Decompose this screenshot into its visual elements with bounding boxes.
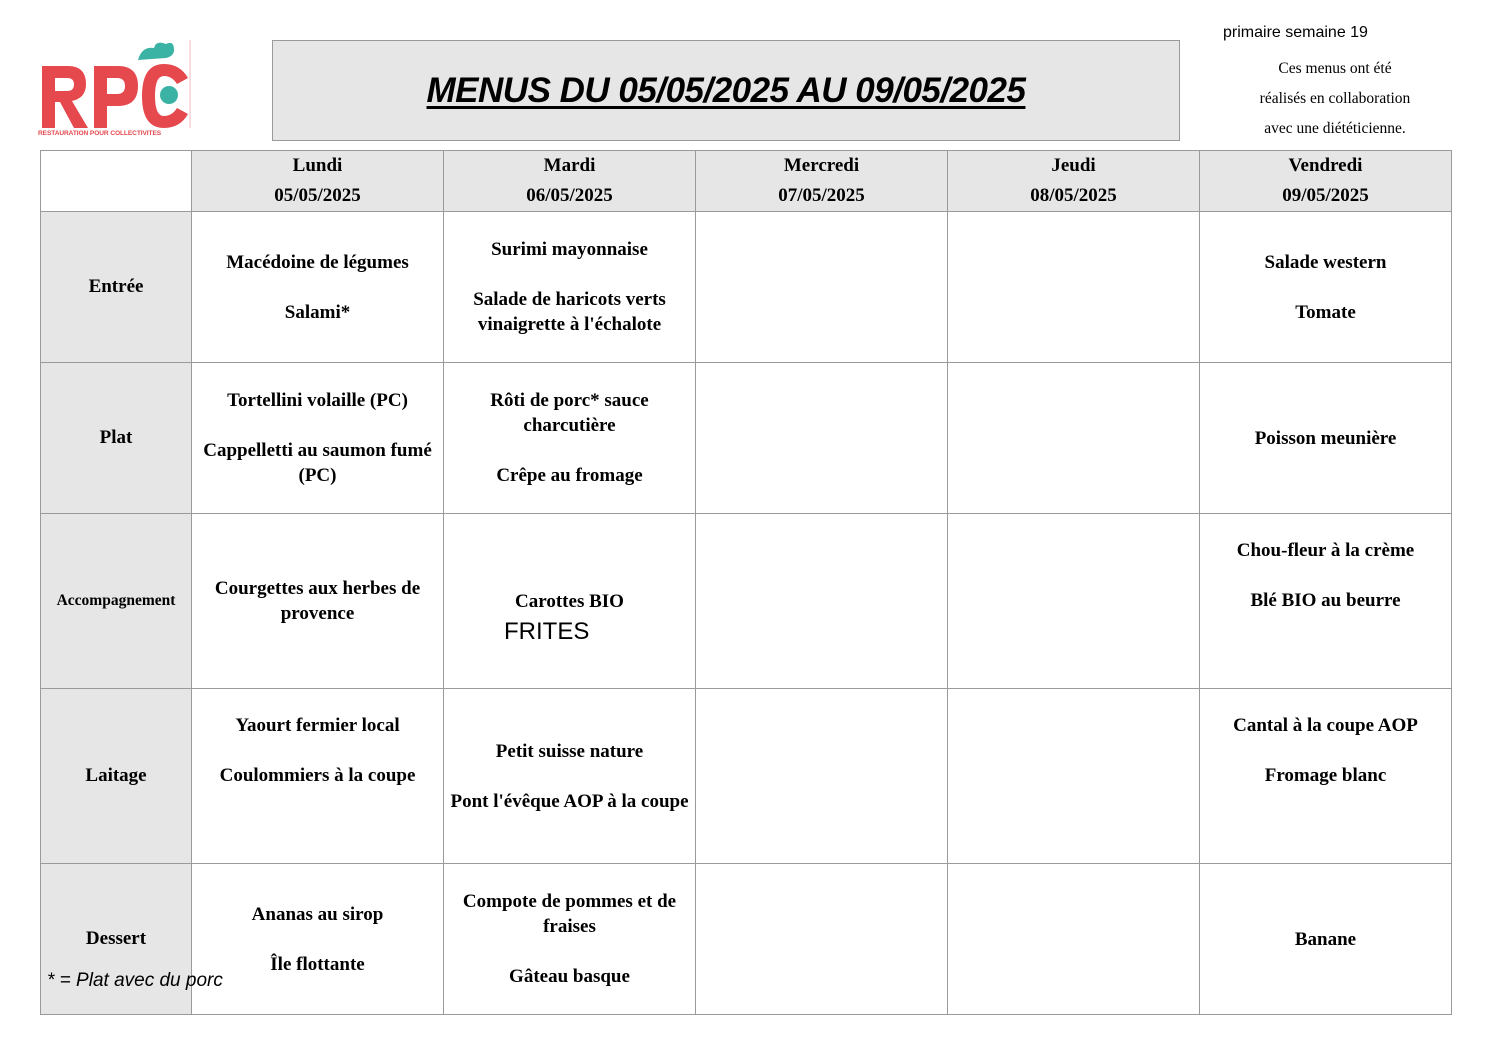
dish: Fromage blanc [1264, 765, 1387, 786]
day-name: Mardi [543, 155, 596, 176]
dish: Blé BIO au beurre [1250, 590, 1401, 611]
dish: Tomate [1295, 301, 1356, 323]
dish: Tortellini volaille (PC) [227, 390, 408, 411]
dish: Salade de haricots verts vinaigrette à l'échalote [473, 289, 666, 335]
dish: Banane [1294, 928, 1357, 950]
frites-text: FRITES [504, 617, 590, 645]
menu-cell-empty [696, 212, 948, 363]
menu-cell-empty [948, 212, 1200, 363]
dish: Chou-fleur à la crème [1236, 540, 1415, 561]
dish: Compote de pommes et de fraises [462, 891, 677, 937]
day-date: 05/05/2025 [274, 185, 361, 206]
day-header-vendredi [1200, 151, 1452, 212]
menu-row-dessert [41, 864, 1452, 1015]
menu-cell [1200, 514, 1452, 689]
day-header-row [41, 151, 1452, 212]
menu-cell [192, 514, 444, 689]
menu-cell [1200, 689, 1452, 864]
pork-footnote: * = Plat avec du porc [47, 970, 223, 991]
menu-cell [192, 212, 444, 363]
week-label: primaire semaine 19 [1223, 24, 1368, 41]
day-name: Vendredi [1288, 155, 1363, 176]
menu-cell [1200, 212, 1452, 363]
menu-cell [444, 363, 696, 514]
rpc-logo-graphic [38, 38, 194, 130]
dish: Rôti de porc* sauce charcutière [490, 390, 649, 436]
menu-cell-empty [696, 864, 948, 1015]
menu-row-plat [41, 363, 1452, 514]
day-header-mercredi [696, 151, 948, 212]
day-name: Jeudi [1051, 155, 1096, 176]
menu-cell [444, 514, 696, 689]
dish: Salami* [284, 301, 351, 323]
day-date: 07/05/2025 [778, 185, 865, 206]
menu-cell-empty [696, 514, 948, 689]
menu-cell-empty [696, 363, 948, 514]
dietitian-note [1220, 54, 1450, 144]
dish: Île flottante [270, 953, 365, 975]
menu-row-entree [41, 212, 1452, 363]
menu-cell-empty [696, 689, 948, 864]
menu-cell [444, 864, 696, 1015]
dish: Poisson meunière [1254, 427, 1397, 449]
day-name: Mercredi [783, 155, 860, 176]
menu-cell [1200, 864, 1452, 1015]
page-title: MENUS DU 05/05/2025 AU 09/05/2025 [426, 70, 1026, 110]
menu-cell [192, 363, 444, 514]
dish: Cappelletti au saumon fumé (PC) [203, 440, 432, 486]
menu-cell [192, 864, 444, 1015]
menu-cell-empty [948, 864, 1200, 1015]
menu-cell-empty [948, 689, 1200, 864]
dish: Macédoine de légumes [226, 251, 409, 273]
row-label: Entrée [41, 212, 192, 363]
menu-cell [1200, 363, 1452, 514]
menu-cell [444, 689, 696, 864]
day-header-lundi [192, 151, 444, 212]
dish: Gâteau basque [509, 966, 630, 987]
dish: Petit suisse nature [495, 740, 644, 762]
menu-table [40, 150, 1452, 1015]
dish: Salade western [1264, 251, 1387, 273]
dish: Yaourt fermier local [235, 715, 400, 736]
rpc-logo [38, 38, 194, 144]
day-header-jeudi [948, 151, 1200, 212]
note-line: Ces menus ont été [1278, 60, 1392, 77]
row-label: Dessert [41, 864, 192, 1015]
day-date: 08/05/2025 [1030, 185, 1117, 206]
dish: Ananas au sirop [251, 903, 384, 925]
day-header-mardi [444, 151, 696, 212]
day-name: Lundi [292, 155, 343, 176]
dish: Carottes BIO [515, 590, 624, 612]
menu-cell-empty [948, 514, 1200, 689]
logo-tagline: RESTAURATION POUR COLLECTIVITES [38, 130, 162, 137]
title-banner [272, 40, 1180, 141]
dish: Cantal à la coupe AOP [1233, 715, 1418, 736]
dish: Surimi mayonnaise [491, 239, 648, 260]
row-label: Plat [41, 363, 192, 514]
menu-row-accompagnement [41, 514, 1452, 689]
corner-cell [41, 151, 192, 212]
day-date: 09/05/2025 [1282, 185, 1369, 206]
dish: Crêpe au fromage [496, 465, 643, 486]
day-date: 06/05/2025 [526, 185, 613, 206]
note-line: réalisés en collaboration [1259, 90, 1411, 107]
row-label: Accompagnement [41, 514, 192, 689]
dish: Coulommiers à la coupe [219, 765, 416, 786]
row-label: Laitage [41, 689, 192, 864]
menu-cell [192, 689, 444, 864]
menu-cell-empty [948, 363, 1200, 514]
dish: Courgettes aux herbes de provence [214, 578, 421, 624]
menu-row-laitage [41, 689, 1452, 864]
menu-cell [444, 212, 696, 363]
dish: Pont l'évêque AOP à la coupe [450, 790, 689, 812]
note-line: avec une diététicienne. [1264, 120, 1406, 137]
